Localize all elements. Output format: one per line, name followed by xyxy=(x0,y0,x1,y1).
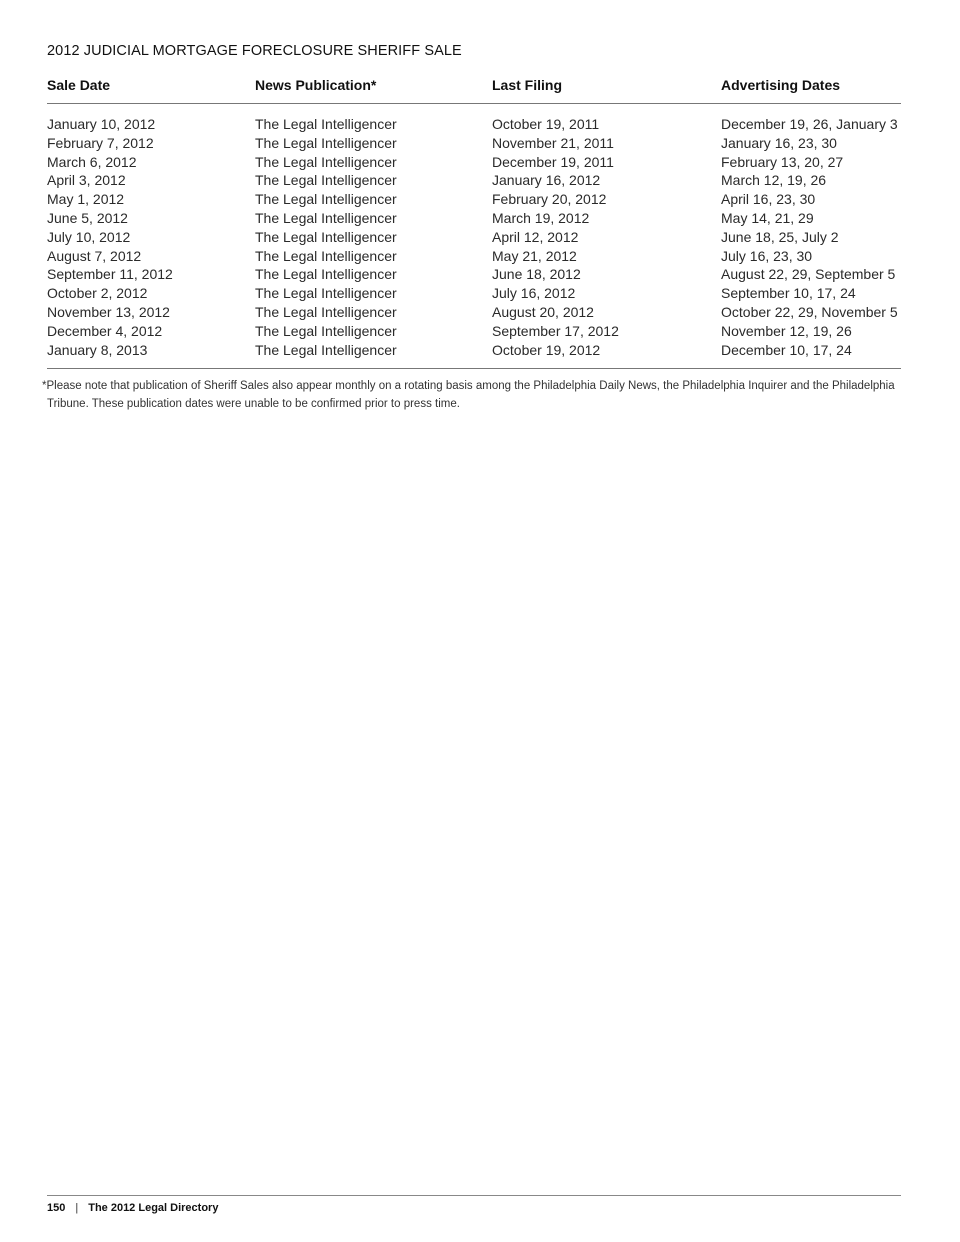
table-row xyxy=(47,284,901,303)
sale-date-cell: April 3, 2012 xyxy=(47,172,126,189)
sale-date-cell: November 13, 2012 xyxy=(47,303,170,320)
page-number: 150 xyxy=(47,1202,66,1214)
last-filing-cell: June 18, 2012 xyxy=(492,266,581,283)
sale-date-cell: May 1, 2012 xyxy=(47,191,125,208)
last-filing-cell: April 12, 2012 xyxy=(492,228,579,245)
news-publication-cell: The Legal Intelligencer xyxy=(255,116,397,132)
sale-date-cell: August 7, 2012 xyxy=(47,247,142,264)
table-row xyxy=(47,265,901,284)
news-publication-cell: The Legal Intelligencer xyxy=(255,266,397,283)
table-row xyxy=(47,303,901,322)
advertising-dates-cell: September 10, 17, 24 xyxy=(721,285,856,302)
advertising-dates-cell: July 16, 23, 30 xyxy=(721,247,813,264)
sale-date-cell: March 6, 2012 xyxy=(47,153,137,170)
last-filing-cell: September 17, 2012 xyxy=(492,322,619,339)
advertising-dates-cell: May 14, 21, 29 xyxy=(721,209,814,226)
sale-date-cell: February 7, 2012 xyxy=(47,134,154,151)
news-publication-cell: The Legal Intelligencer xyxy=(255,322,397,339)
advertising-dates-cell: February 13, 20, 27 xyxy=(721,153,844,170)
column-header-news-publication: News Publication* xyxy=(255,77,377,93)
last-filing-cell: March 19, 2012 xyxy=(492,209,590,226)
advertising-dates-cell: October 22, 29, November 5 xyxy=(721,303,898,320)
table-row xyxy=(47,134,901,153)
advertising-dates-cell: December 10, 17, 24 xyxy=(721,341,852,358)
table-row xyxy=(47,153,901,172)
advertising-dates-cell: December 19, 26, January 3 xyxy=(721,116,898,132)
sale-date-cell: October 2, 2012 xyxy=(47,285,148,302)
last-filing-cell: November 21, 2011 xyxy=(492,134,614,151)
table-row xyxy=(47,228,901,247)
publication-name: The 2012 Legal Directory xyxy=(88,1202,219,1214)
news-publication-cell: The Legal Intelligencer xyxy=(255,303,397,320)
table-body xyxy=(47,104,901,369)
sale-date-cell: December 4, 2012 xyxy=(47,322,163,339)
table-row xyxy=(47,171,901,190)
column-header-advertising-dates: Advertising Dates xyxy=(721,77,841,93)
advertising-dates-cell: April 16, 23, 30 xyxy=(721,191,816,208)
footer-separator: | xyxy=(75,1202,79,1214)
last-filing-cell: January 16, 2012 xyxy=(492,172,601,189)
sheriff-sale-table xyxy=(47,76,901,369)
footnote-text: *Please note that publication of Sheriff Sales also appear monthly on a rotating basis among the Philadelphia Daily News, the Philadelphia Inquirer and the Philadelphia Tribune. These publication dates were unable to be confirmed prior to press time. xyxy=(42,380,895,410)
advertising-dates-cell: January 16, 23, 30 xyxy=(721,134,837,151)
last-filing-cell: May 21, 2012 xyxy=(492,247,577,264)
advertising-dates-cell: August 22, 29, September 5 xyxy=(721,266,896,283)
sale-date-cell: June 5, 2012 xyxy=(47,209,128,226)
table-row xyxy=(47,190,901,209)
news-publication-cell: The Legal Intelligencer xyxy=(255,172,397,189)
advertising-dates-cell: March 12, 19, 26 xyxy=(721,172,827,189)
last-filing-cell: October 19, 2012 xyxy=(492,341,601,358)
table-row xyxy=(47,322,901,341)
column-header-last-filing: Last Filing xyxy=(492,77,562,93)
last-filing-cell: December 19, 2011 xyxy=(492,153,614,170)
news-publication-cell: The Legal Intelligencer xyxy=(255,153,397,170)
table-row xyxy=(47,209,901,228)
news-publication-cell: The Legal Intelligencer xyxy=(255,134,397,151)
last-filing-cell: October 19, 2011 xyxy=(492,116,600,132)
news-publication-cell: The Legal Intelligencer xyxy=(255,247,397,264)
table-row xyxy=(47,115,901,134)
sale-date-cell: July 10, 2012 xyxy=(47,228,131,245)
news-publication-cell: The Legal Intelligencer xyxy=(255,209,397,226)
sale-date-cell: January 10, 2012 xyxy=(47,116,156,132)
advertising-dates-cell: November 12, 19, 26 xyxy=(721,322,852,339)
last-filing-cell: August 20, 2012 xyxy=(492,303,594,320)
last-filing-cell: July 16, 2012 xyxy=(492,285,576,302)
last-filing-cell: February 20, 2012 xyxy=(492,191,607,208)
column-header-sale-date: Sale Date xyxy=(47,77,111,93)
table-header xyxy=(47,76,901,104)
news-publication-cell: The Legal Intelligencer xyxy=(255,191,397,208)
sale-date-cell: September 11, 2012 xyxy=(47,266,173,283)
sale-date-cell: January 8, 2013 xyxy=(47,341,148,358)
page-footer xyxy=(47,1195,901,1214)
page-title: 2012 JUDICIAL MORTGAGE FORECLOSURE SHERIFF SALE xyxy=(47,43,462,59)
footnote xyxy=(42,378,902,413)
advertising-dates-cell: June 18, 25, July 2 xyxy=(721,228,839,245)
news-publication-cell: The Legal Intelligencer xyxy=(255,341,397,358)
news-publication-cell: The Legal Intelligencer xyxy=(255,228,397,245)
table-row xyxy=(47,247,901,266)
table-row xyxy=(47,341,901,360)
news-publication-cell: The Legal Intelligencer xyxy=(255,285,397,302)
